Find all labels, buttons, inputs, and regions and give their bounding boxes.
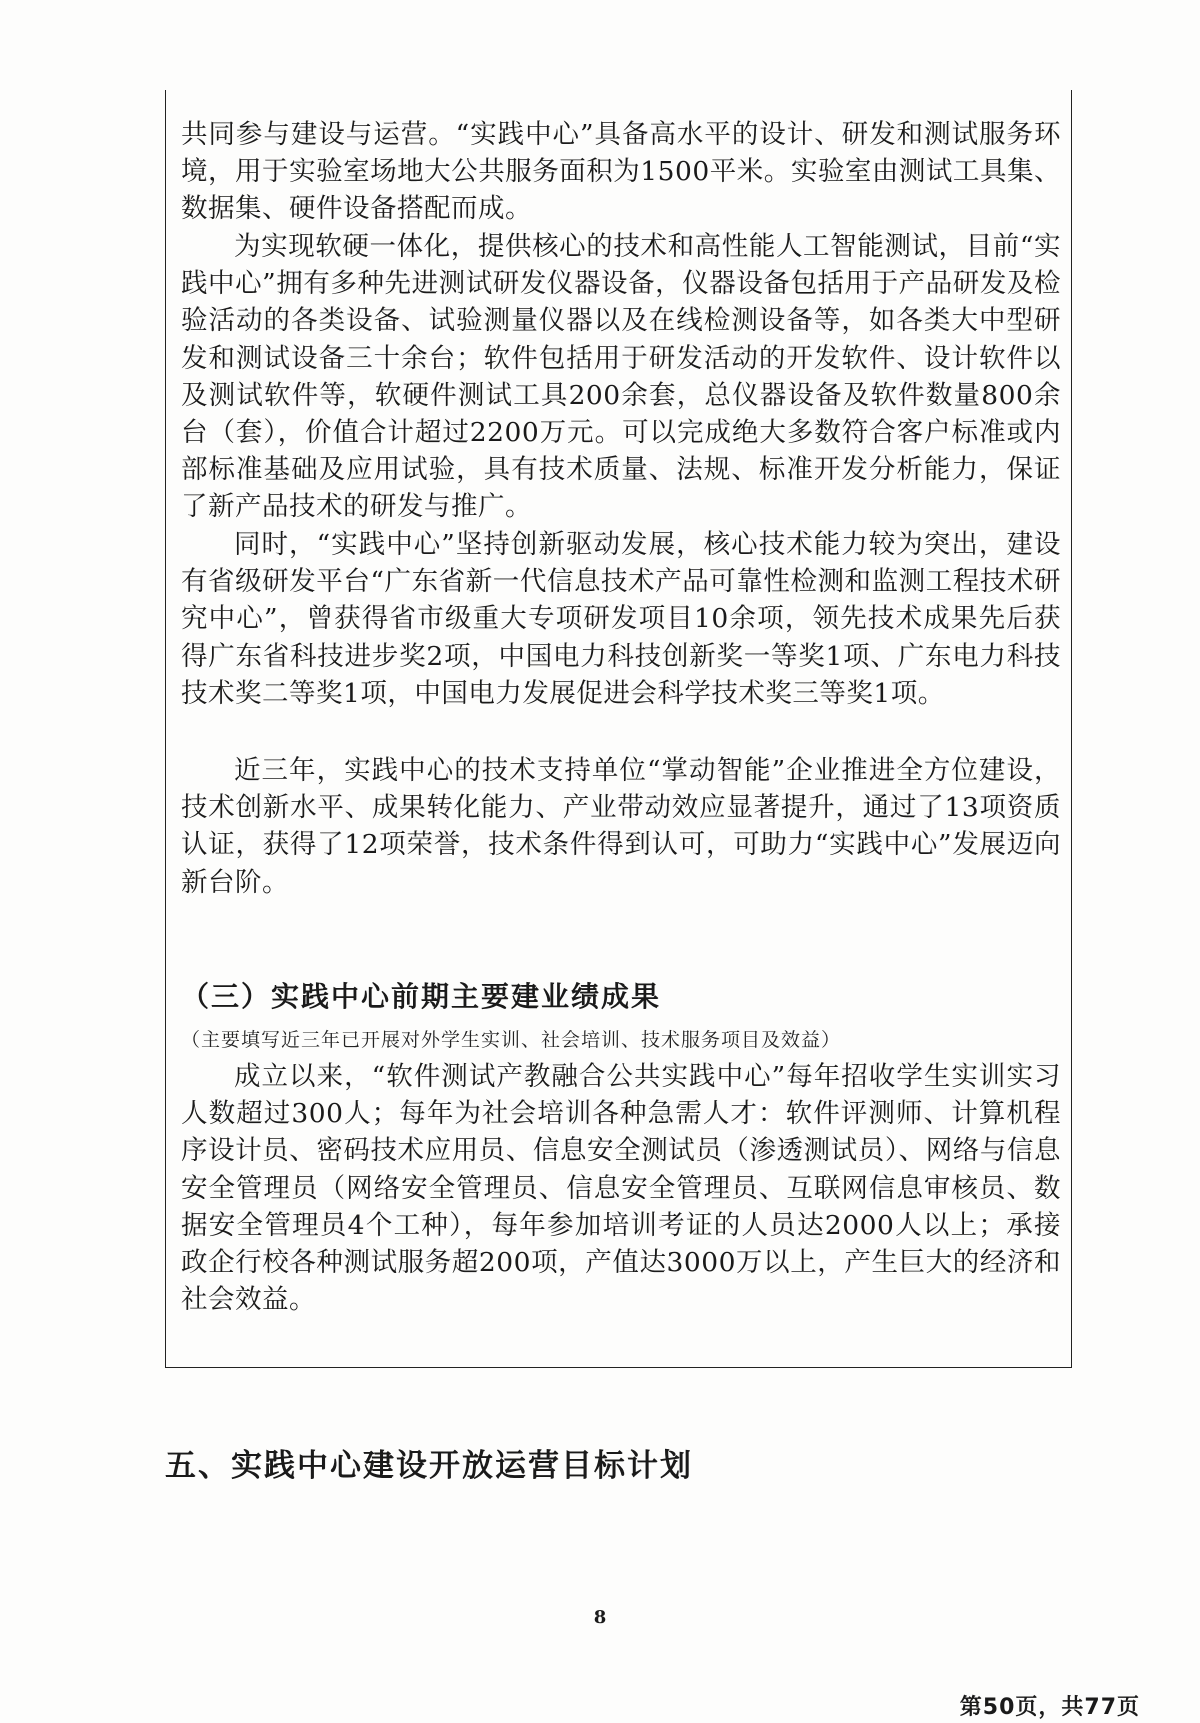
content-table-cell: [165, 90, 1072, 1368]
subsection-paragraph: 成立以来，“软件测试产教融合公共实践中心”每年招收学生实训实习人数超过300人；每年为社会培训各种急需人才：软件评测师、计算机程序设计员、密码技术应用员、信息安全测试员（渗透测试员）、网络与信息安全管理员（网络安全管理员、信息安全管理员、互联网信息审核员、数据安全管理员4个工种），每年参加培训考证的人员达2000人以上；承接政企行校各种测试服务超200项，产值达3000万以上，产生巨大的经济和社会效益。: [181, 1061, 1061, 1316]
paragraph-1: 共同参与建设与运营。“实践中心”具备高水平的设计、研发和测试服务环境，用于实验室场地大公共服务面积为1500平米。实验室由测试工具集、数据集、硬件设备搭配而成。: [181, 119, 1061, 225]
page-count: 第50页，共77页: [959, 1695, 1140, 1720]
subsection-title: （三）实践中心前期主要建业绩成果: [181, 980, 662, 1013]
page-number: 8: [593, 1607, 607, 1628]
paragraph-4: 近三年，实践中心的技术支持单位“掌动智能”企业推进全方位建设，技术创新水平、成果转化能力、产业带动效应显著提升，通过了13项资质认证，获得了12项荣誉，技术条件得到认可，可助力“实践中心”发展迈向新台阶。: [181, 755, 1061, 898]
section-title: 五、实践中心建设开放运营目标计划: [165, 1448, 693, 1484]
paragraph-3: 同时，“实践中心”坚持创新驱动发展，核心技术能力较为突出，建设有省级研发平台“广东省新一代信息技术产品可靠性检测和监测工程技术研究中心”，曾获得省市级重大专项研发项目10余项，领先技术成果先后获得广东省科技进步奖2项，中国电力科技创新奖一等奖1项、广东电力科技技术奖二等奖1项，中国电力发展促进会科学技术奖三等奖1项。: [181, 529, 1061, 709]
paragraph-2: 为实现软硬一体化，提供核心的技术和高性能人工智能测试，目前“实践中心”拥有多种先进测试研发仪器设备，仪器设备包括用于产品研发及检验活动的各类设备、试验测量仪器以及在线检测设备等，如各类大中型研发和测试设备三十余台；软件包括用于研发活动的开发软件、设计软件以及测试软件等，软硬件测试工具200余套，总仪器设备及软件数量800余台（套），价值合计超过2200万元。可以完成绝大多数符合客户标准或内部标准基础及应用试验，具有技术质量、法规、标准开发分析能力，保证了新产品技术的研发与推广。: [181, 231, 1061, 523]
subsection-note: （主要填写近三年已开展对外学生实训、社会培训、技术服务项目及效益）: [181, 1029, 842, 1051]
